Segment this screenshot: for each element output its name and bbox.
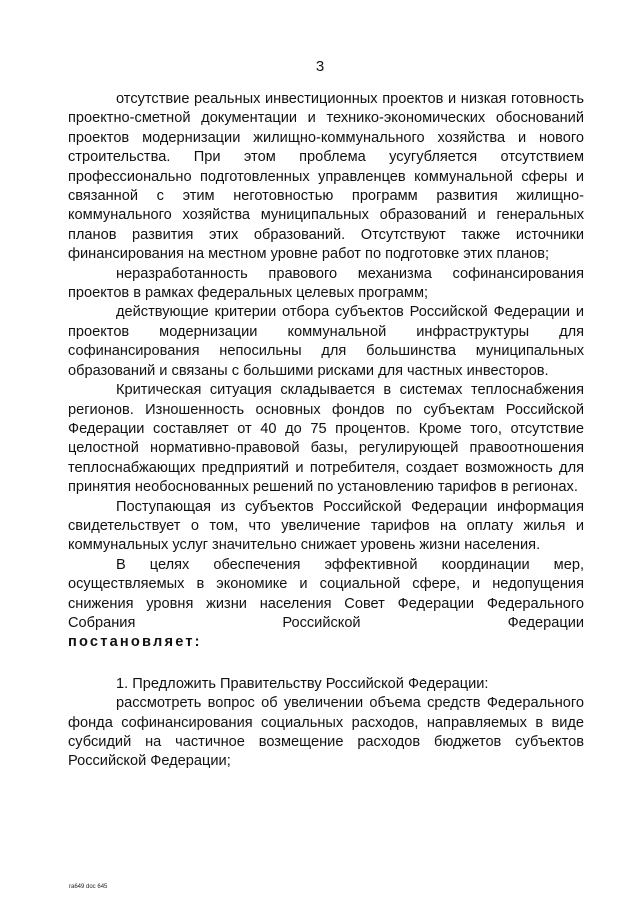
paragraph-lack-of-projects: отсутствие реальных инвестиционных проектов и низкая готовность проектно-сметной документации и технико-экономических обоснований проектов модернизации жилищно-коммунального хозяйства и нового строительства. При этом проблема усугубляется отсутствием профессионально подготовленных управленцев коммунальной сферы и связанной с этим неготовностью программ развития жилищно-коммунального хозяйства муниципальных образований и генеральных планов развития этих образований. Отсутствуют также источники финансирования на местном уровне работ по подготовке этих планов; xyxy=(68,91,584,263)
document-body xyxy=(68,90,584,772)
paragraph-legal-mechanism: неразработанность правового механизма софинансирования проектов в рамках федеральных целевых программ; xyxy=(68,265,584,302)
footer-doc-id: ra649 doc 645 xyxy=(69,884,108,890)
page-number: 3 xyxy=(315,58,325,75)
paragraph-tariffs-info: Поступающая из субъектов Российской Федерации информация свидетельствует о том, что увеличение тарифов на оплату жилья и коммунальных услуг значительно снижает уровень жизни населения. xyxy=(68,498,584,554)
paragraph-heat-supply: Критическая ситуация складывается в системах теплоснабжения регионов. Изношенность основных фондов по субъектам Российской Федерации составляет от 40 до 75 процентов. Кроме того, отсутствие целостной нормативно-правовой базы, регулирующей правоотношения теплоснабжающих предприятий и потребителя, создает возможность для принятия необоснованных решений по установлению тарифов в регионах. xyxy=(68,382,584,496)
paragraph-selection-criteria: действующие критерии отбора субъектов Российской Федерации и проектов модернизации коммунальной инфраструктуры для софинансирования непосильны для большинства муниципальных образований и связаны с большими рисками для частных инвесторов. xyxy=(68,304,584,379)
item-1-heading: 1. Предложить Правительству Российской Федерации: xyxy=(116,675,489,692)
paragraph-coordination: В целях обеспечения эффективной координации мер, осуществляемых в экономике и социальной сфере, и недопущения снижения уровня жизни населения Совет Федерации Федерального Собрания Российской Федерации xyxy=(68,556,584,631)
item-1-subitem: рассмотреть вопрос об увеличении объема средств Федерального фонда софинансирования социальных расходов, направляемых в виде субсидий на частичное возмещение расходов бюджетов субъектов Российской Федерации; xyxy=(68,695,584,770)
decree-word: постановляет: xyxy=(68,634,202,651)
